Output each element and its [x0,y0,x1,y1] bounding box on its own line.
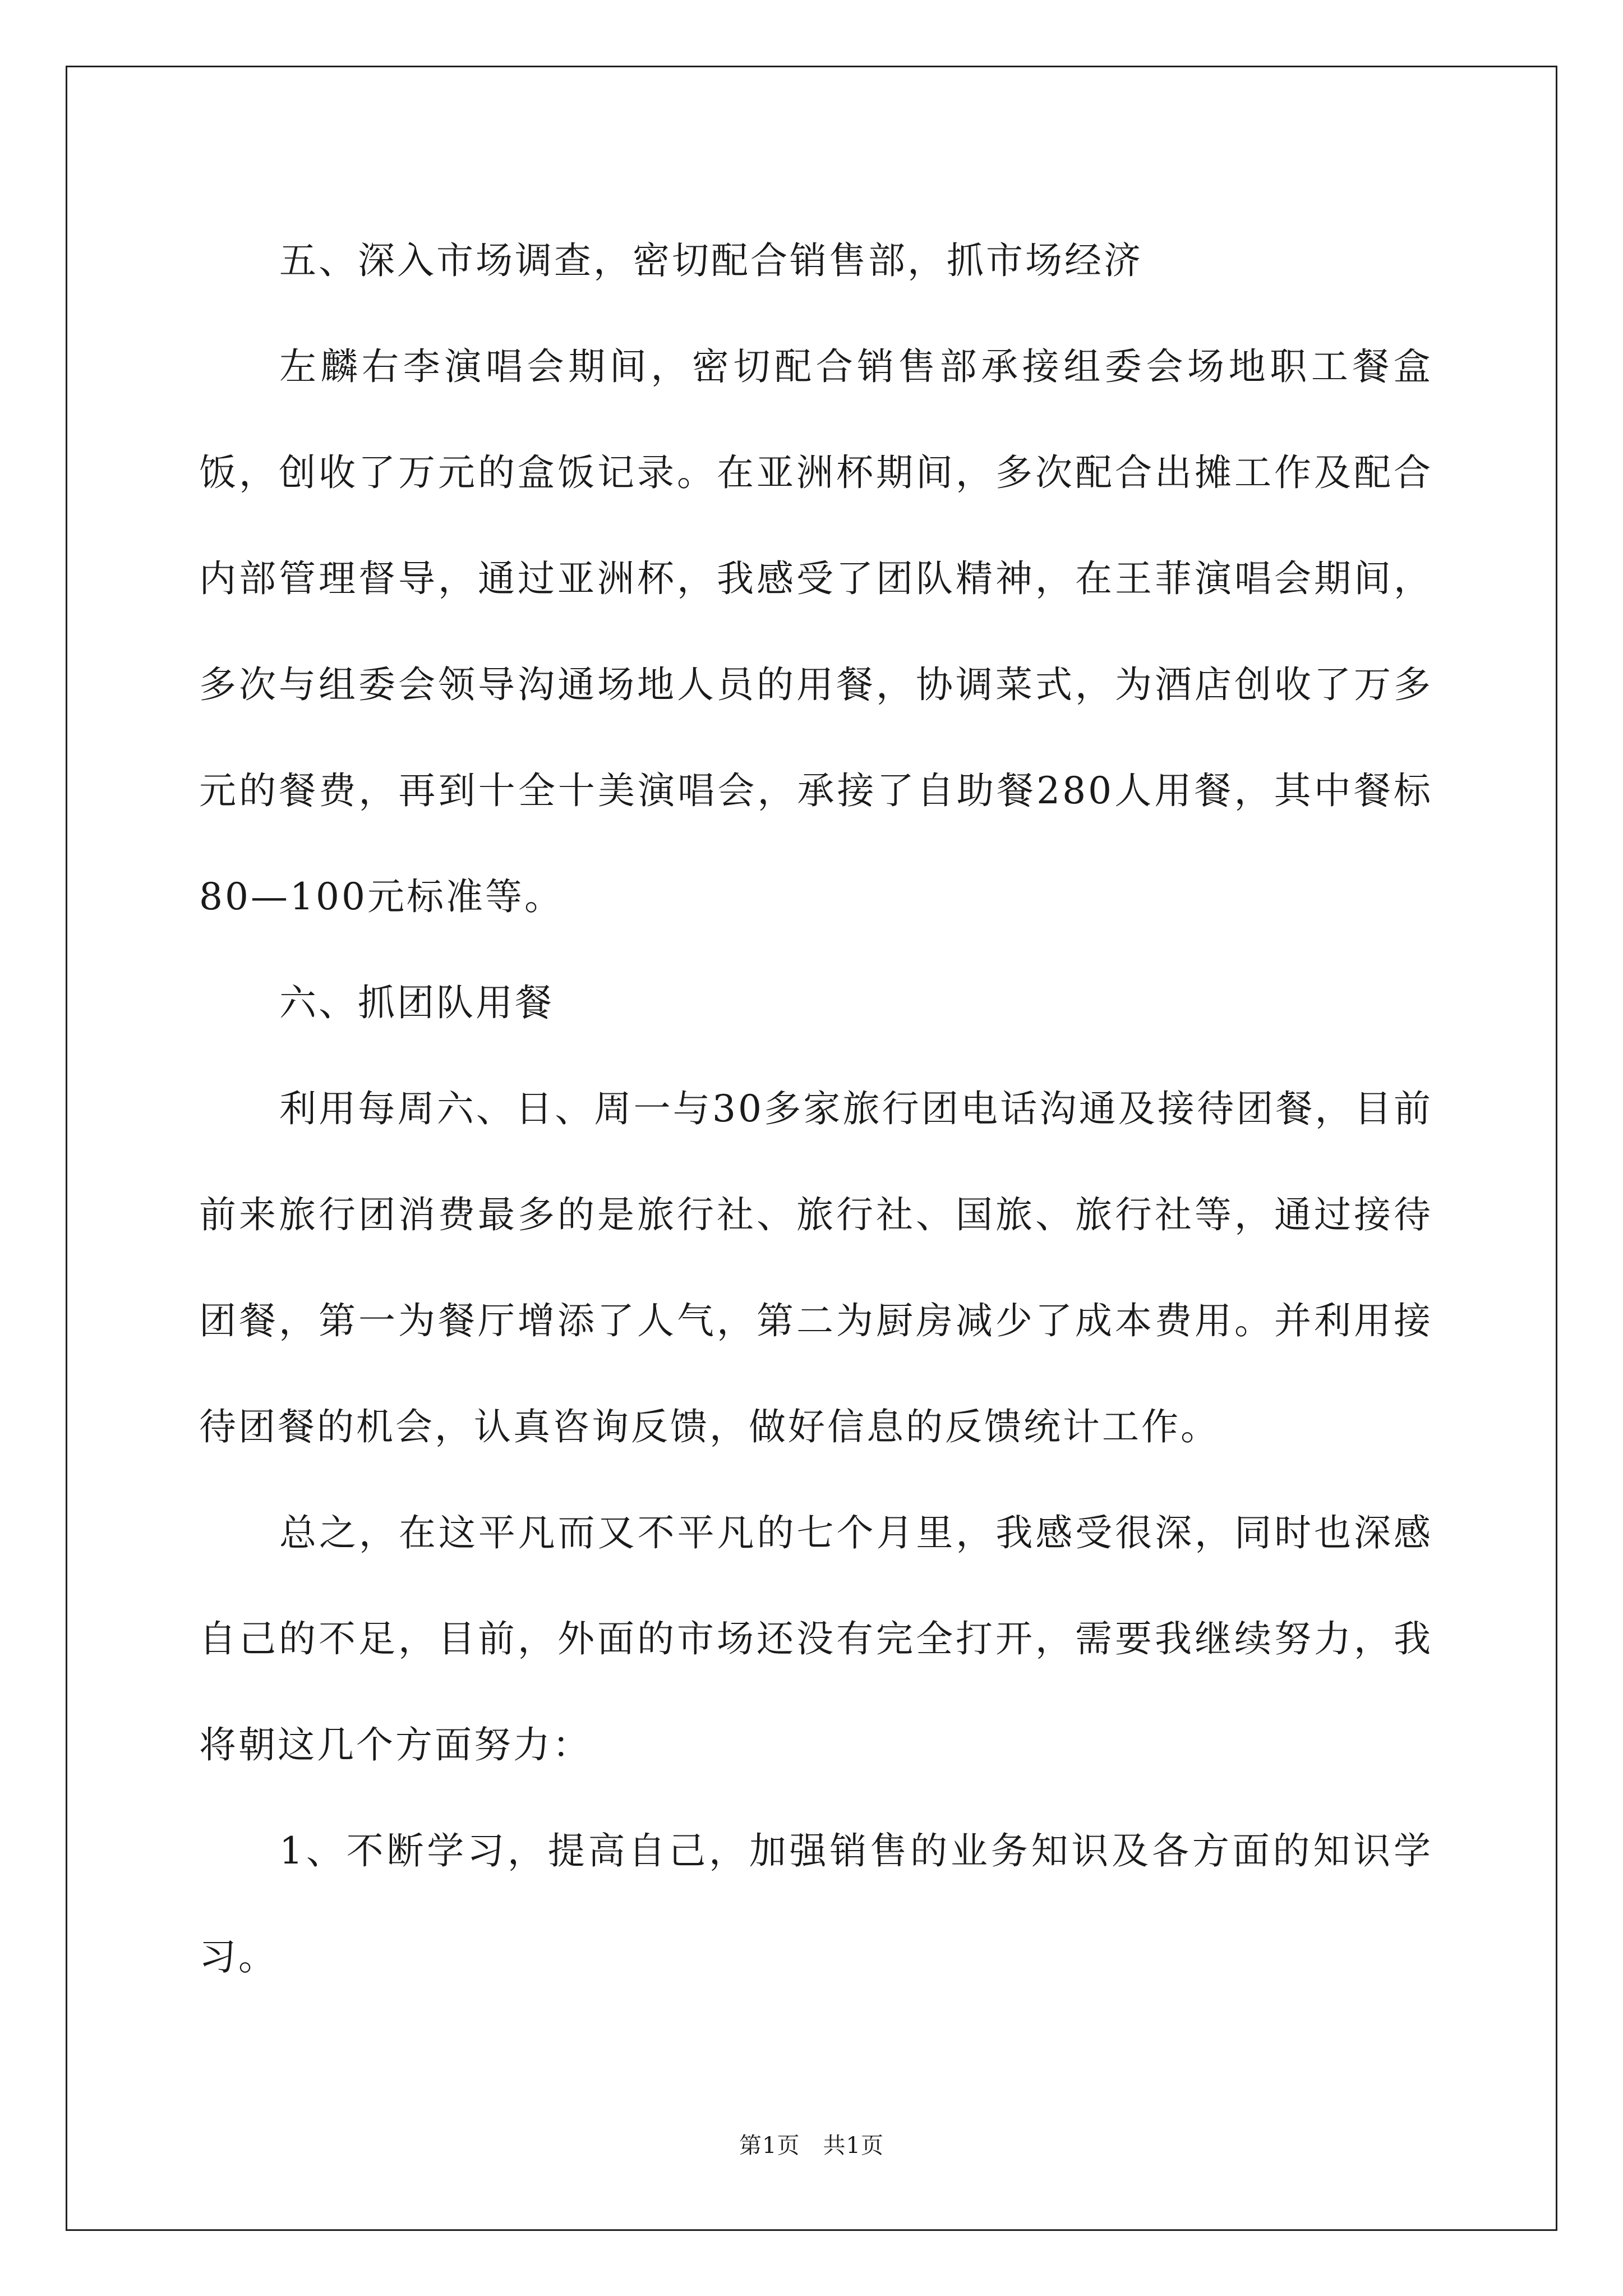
paragraph-point-one: 1、不断学习，提高自己，加强销售的业务知识及各方面的知识学习。 [199,1829,1433,1978]
paragraph-group-dining: 利用每周六、日、周一与30多家旅行团电话沟通及接待团餐，目前前来旅行团消费最多的是旅行社、旅行社、国旅、旅行社等，通过接待团餐，第一为餐厅增添了人气，第二为厨房减少了成本费用。并利用接待团餐的机会，认真咨询反馈，做好信息的反馈统计工作。 [199,1087,1433,1448]
page-number-footer: 第1页 共1页 [739,2133,884,2159]
heading-section-five: 五、深入市场调查，密切配合销售部，抓市场经济 [279,239,1143,282]
paragraph-concerts: 左麟右李演唱会期间，密切配合销售部承接组委会场地职工餐盒饭，创收了万元的盒饭记录。在亚洲杯期间，多次配合出摊工作及配合内部管理督导，通过亚洲杯，我感受了团队精神，在王菲演唱会期间，多次与组委会领导沟通场地人员的用餐，协调菜式，为酒店创收了万多元的餐费，再到十全十美演唱会，承接了自助餐280人用餐，其中餐标80—100元标准等。 [199,345,1433,918]
paragraph-summary: 总之，在这平凡而又不平凡的七个月里，我感受很深，同时也深感自己的不足，目前，外面的市场还没有完全打开，需要我继续努力，我将朝这几个方面努力： [199,1511,1433,1766]
heading-section-six: 六、抓团队用餐 [279,981,554,1024]
document-body [199,208,1433,2010]
